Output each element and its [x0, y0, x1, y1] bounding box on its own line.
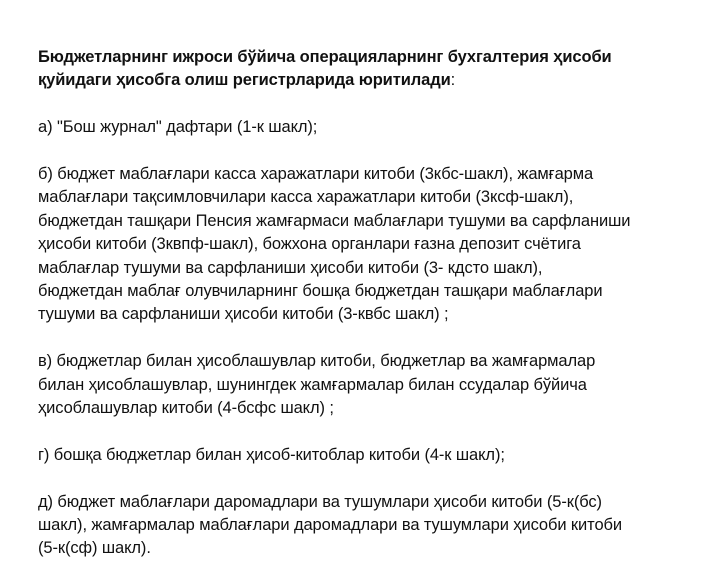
paragraph-v-line: ҳисоблашувлар китоби (4-бсфс шакл) ;	[38, 399, 334, 418]
paragraph-d-line: д) бюджет маблағлари даромадлари ва тушумлари ҳисоби китоби (5-к(бс)	[38, 492, 602, 511]
spacer	[38, 327, 708, 350]
paragraph-g-line: г) бошқа бюджетлар билан ҳисоб-китоблар китоби (4-к шакл);	[38, 445, 505, 464]
paragraph-v-line: билан ҳисоблашувлар, шунингдек жамғармалар билан ссудалар бўйича	[38, 375, 587, 394]
heading-line-1: Бюджетларнинг ижроси бўйича операцияларнинг бухгалтерия ҳисоби	[38, 48, 612, 66]
spacer	[38, 93, 708, 116]
heading-colon: :	[450, 71, 456, 90]
spacer	[38, 420, 708, 443]
paragraph-g	[38, 444, 708, 467]
paragraph-v	[38, 350, 708, 420]
paragraph-b-line: бюджетдан ташқари Пенсия жамғармаси маблағлари тушуми ва сарфланиши	[38, 211, 631, 230]
spacer	[38, 140, 708, 163]
paragraph-b-line: б) бюджет маблағлари касса харажатлари китоби (3кбс-шакл), жамғарма	[38, 165, 594, 183]
document-heading	[38, 46, 708, 93]
heading-line-2	[38, 69, 708, 92]
paragraph-b-line: ҳисоби китоби (3квпф-шакл), божхона органлари ғазна депозит счётига	[38, 235, 581, 254]
paragraph-b-line: тушуми ва сарфланиши ҳисоби китоби (3-квбс шакл) ;	[38, 305, 449, 324]
paragraph-d-line: шакл), жамғармалар маблағлари даромадлари ва тушумлари ҳисоби китоби	[38, 516, 622, 535]
paragraph-d-line: (5-к(сф) шакл).	[38, 539, 151, 558]
paragraph-a	[38, 116, 708, 139]
paragraph-b-line: маблағлари тақсимловчилари касса харажатлари китоби (3ксф-шакл),	[38, 188, 574, 207]
document-body	[38, 46, 708, 561]
paragraph-v-line: в) бюджетлар билан ҳисоблашувлар китоби, бюджетлар ва жамғармалар	[38, 352, 596, 371]
paragraph-d	[38, 491, 708, 561]
heading-line-2-text: қуйидаги ҳисобга олиш регистрларида юритилади	[38, 71, 451, 90]
paragraph-b-line: бюджетдан маблағ олувчиларнинг бошқа бюджетдан ташқари маблағлари	[38, 282, 603, 301]
spacer	[38, 467, 708, 490]
paragraph-b	[38, 163, 708, 327]
paragraph-b-line: маблағлар тушуми ва сарфланиши ҳисоби китоби (3- кдсто шакл),	[38, 258, 543, 277]
paragraph-a-line: а) "Бош журнал" дафтари (1-к шакл);	[38, 118, 318, 137]
